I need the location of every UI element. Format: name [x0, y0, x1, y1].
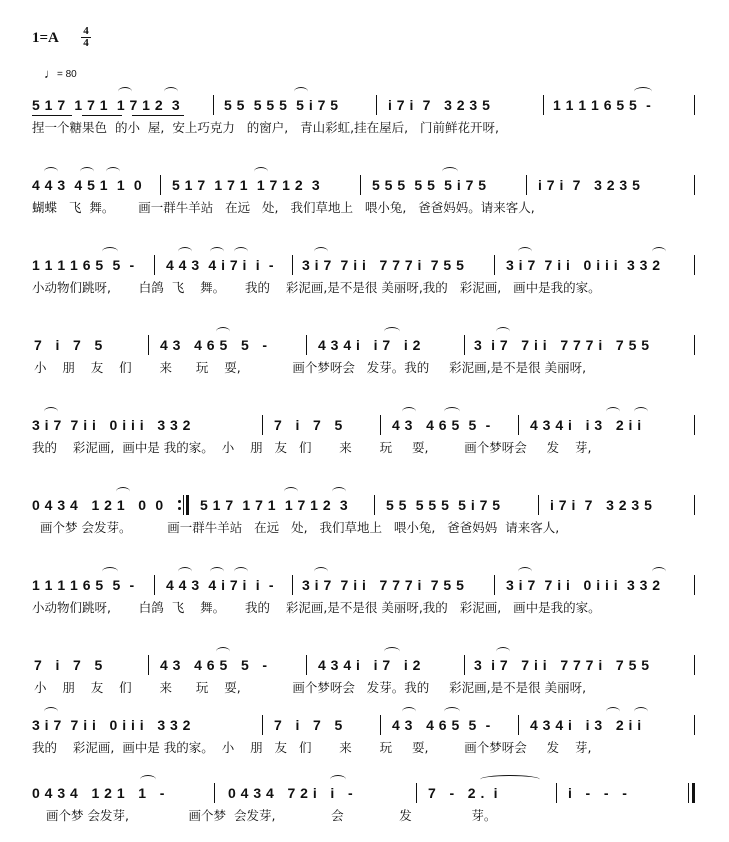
barline: [292, 255, 293, 275]
measure: 3 i 7 7 i i 0 i i i 3 3 2: [32, 717, 191, 733]
slur: [442, 167, 458, 176]
system-1: [0, 94, 729, 164]
system-7: [0, 574, 729, 644]
system-3: [0, 254, 729, 324]
slur: [652, 247, 666, 256]
slur: [652, 567, 666, 576]
lyrics-line: 画个梦 会发芽, 画个梦 会发芽, 会 发 芽。: [46, 808, 497, 823]
measure: 4 3 4 i i 3 2 i i: [530, 717, 642, 733]
slur: [384, 647, 400, 656]
slur: [102, 567, 118, 576]
system-5: [0, 414, 729, 484]
barline: [416, 783, 417, 803]
measure: 5 5 5 5 5 5 i 7 5: [224, 97, 339, 113]
system-6: [0, 494, 729, 564]
slur: [178, 567, 192, 576]
barline: [464, 655, 465, 675]
measure: 3 i 7 7 i i 7 7 7 i 7 5 5: [474, 337, 650, 353]
tempo-marking: [44, 66, 77, 81]
tempo-value: = 80: [57, 69, 77, 80]
beam: [32, 115, 72, 116]
barline: [214, 783, 215, 803]
barline: [292, 575, 293, 595]
slur: [634, 707, 648, 716]
measure: 4 4 3 4 i 7 i i -: [166, 577, 275, 593]
slur: [234, 567, 248, 576]
beam: [132, 115, 184, 116]
measure: 3 i 7 7 i i 0 i i i 3 3 2: [32, 417, 191, 433]
barline: [376, 95, 377, 115]
measure: 0 4 3 4 7 2 i i -: [228, 785, 354, 801]
system-10: [0, 782, 729, 842]
slur: [332, 487, 346, 496]
slur: [106, 167, 120, 176]
measure: 7 - 2 . i: [428, 785, 499, 801]
slur: [634, 87, 652, 96]
measure: i - - -: [568, 785, 628, 801]
measure: 4 3 4 i i 7 i 2: [318, 337, 421, 353]
measure: 4 3 4 6 5 5 -: [392, 717, 491, 733]
measure: i 7 i 7 3 2 3 5: [388, 97, 491, 113]
barline: [262, 715, 263, 735]
barline: [694, 655, 695, 675]
slur: [384, 327, 400, 336]
slur: [444, 407, 460, 416]
slur: [116, 487, 130, 496]
lyrics-line: 小 朋 友 们 来 玩 耍, 画个梦呀会 发芽。我的 彩泥画,是不是很 美丽呀,: [34, 680, 587, 695]
measure: 3 i 7 7 i i 0 i i i 3 3 2: [506, 257, 661, 273]
barline: [360, 175, 361, 195]
slur: [254, 167, 268, 176]
lyrics-line: 小动物们跳呀, 白鸽 飞 舞。 我的 彩泥画,是不是很 美丽呀,我的 彩泥画, 画中是我的家。: [32, 600, 601, 615]
barline: [380, 415, 381, 435]
barline: [694, 715, 695, 735]
lyrics-line: 蝴蝶 飞 舞。 画一群牛羊站 在远 处, 我们草地上 喂小兔, 爸爸妈妈。请来客人,: [32, 200, 535, 215]
measure: 5 5 5 5 5 5 i 7 5: [386, 497, 501, 513]
measure: 3 i 7 7 i i 0 i i i 3 3 2: [506, 577, 661, 593]
measure: 5 1 7 1 7 1 1 7 1 2 3: [172, 177, 321, 193]
key-signature: 1=A: [32, 30, 59, 46]
barline: [306, 335, 307, 355]
barline: [494, 575, 495, 595]
measure: 1 1 1 1 6 5 5 -: [32, 577, 135, 593]
slur: [44, 167, 58, 176]
slur: [480, 775, 540, 784]
slur: [216, 647, 230, 656]
measure: 3 i 7 7 i i 7 7 7 i 7 5 5: [302, 577, 465, 593]
measure: 3 i 7 7 i i 7 7 7 i 7 5 5: [474, 657, 650, 673]
measure: 1 1 1 1 6 5 5 -: [32, 257, 135, 273]
barline: [694, 415, 695, 435]
measure: 4 3 4 i i 7 i 2: [318, 657, 421, 673]
lyrics-line: 画个梦 会发芽。 画一群牛羊站 在远 处, 我们草地上 喂小兔, 爸爸妈妈 请来客人,: [40, 520, 560, 535]
system-2: [0, 174, 729, 244]
barline: [694, 575, 695, 595]
time-signature-top: 4: [83, 25, 89, 37]
slur: [402, 707, 416, 716]
lyrics-line: 捏一个糖果色 的小 屋, 安上巧克力 的窗户, 青山彩虹,挂在屋后, 门前鲜花开呀,: [32, 120, 499, 135]
slur: [80, 167, 94, 176]
barline: [464, 335, 465, 355]
slur: [606, 407, 620, 416]
slur: [210, 247, 224, 256]
slur: [496, 647, 510, 656]
measure: 7 i 7 5: [274, 417, 343, 433]
repeat-dots: [178, 498, 181, 512]
slur: [634, 407, 648, 416]
slur: [518, 567, 532, 576]
barline: [374, 495, 375, 515]
slur: [294, 87, 308, 96]
measure: 0 4 3 4 1 2 1 0 0: [32, 497, 164, 513]
lyrics-line: 我的 彩泥画, 画中是 我的家。 小 朋 友 们 来 玩 耍, 画个梦呀会 发 芽,: [32, 440, 592, 455]
measure: 7 i 7 5: [274, 717, 343, 733]
slur: [314, 247, 328, 256]
measure: 3 i 7 7 i i 7 7 7 i 7 5 5: [302, 257, 465, 273]
system-9: [0, 714, 729, 784]
measure: i 7 i 7 3 2 3 5: [550, 497, 653, 513]
measure: 1 1 1 1 6 5 5 -: [553, 97, 652, 113]
slur: [444, 707, 460, 716]
barline: [380, 715, 381, 735]
barline: [538, 495, 539, 515]
barline: [556, 783, 557, 803]
barline: [518, 415, 519, 435]
time-signature-bottom: 4: [83, 37, 89, 49]
barline: [694, 495, 695, 515]
slur: [44, 707, 58, 716]
slur: [496, 327, 510, 336]
barline: [160, 175, 161, 195]
repeat-barline: [186, 495, 189, 515]
lyrics-line: 小 朋 友 们 来 玩 耍, 画个梦呀会 发芽。我的 彩泥画,是不是很 美丽呀,: [34, 360, 587, 375]
slur: [210, 567, 224, 576]
measure: 4 3 4 6 5 5 -: [160, 657, 268, 673]
lyrics-line: 小动物们跳呀, 白鸽 飞 舞。 我的 彩泥画,是不是很 美丽呀,我的 彩泥画, 画中是我的家。: [32, 280, 601, 295]
quarter-note-icon: ♩: [44, 66, 57, 81]
barline: [543, 95, 544, 115]
slur: [216, 327, 230, 336]
measure: 0 4 3 4 1 2 1 1 -: [32, 785, 165, 801]
slur: [606, 707, 620, 716]
time-signature: [80, 26, 92, 49]
slur: [44, 407, 58, 416]
barline: [148, 655, 149, 675]
measure: 7 i 7 5: [34, 337, 103, 353]
slur: [118, 87, 132, 96]
slur: [234, 247, 248, 256]
lyrics-line: 我的 彩泥画, 画中是 我的家。 小 朋 友 们 来 玩 耍, 画个梦呀会 发 芽,: [32, 740, 592, 755]
barline: [262, 415, 263, 435]
measure: i 7 i 7 3 2 3 5: [538, 177, 641, 193]
measure: 5 1 7 1 7 1 1 7 1 2 3: [200, 497, 349, 513]
barline: [694, 335, 695, 355]
barline: [154, 575, 155, 595]
beam: [82, 115, 122, 116]
slur: [102, 247, 118, 256]
slur: [518, 247, 532, 256]
barline: [526, 175, 527, 195]
barline: [694, 175, 695, 195]
barline: [213, 95, 214, 115]
slur: [164, 87, 178, 96]
barline: [518, 715, 519, 735]
slur: [284, 487, 298, 496]
slur: [330, 775, 346, 784]
measure: 4 4 3 4 i 7 i i -: [166, 257, 275, 273]
barline: [694, 255, 695, 275]
barline: [154, 255, 155, 275]
barline: [183, 495, 184, 515]
slur: [178, 247, 192, 256]
measure: 4 4 3 4 5 1 1 0: [32, 177, 143, 193]
final-barline: [692, 783, 695, 803]
slur: [314, 567, 328, 576]
slur: [402, 407, 416, 416]
measure: 5 5 5 5 5 5 i 7 5: [372, 177, 487, 193]
slur: [140, 775, 156, 784]
measure: 5 1 7 1 7 1 1 7 1 2 3: [32, 97, 181, 113]
measure: 4 3 4 6 5 5 -: [160, 337, 268, 353]
measure: 7 i 7 5: [34, 657, 103, 673]
barline: [306, 655, 307, 675]
measure: 4 3 4 i i 3 2 i i: [530, 417, 642, 433]
barline: [494, 255, 495, 275]
barline: [694, 95, 695, 115]
barline: [688, 783, 689, 803]
system-4: [0, 334, 729, 404]
barline: [148, 335, 149, 355]
measure: 4 3 4 6 5 5 -: [392, 417, 491, 433]
